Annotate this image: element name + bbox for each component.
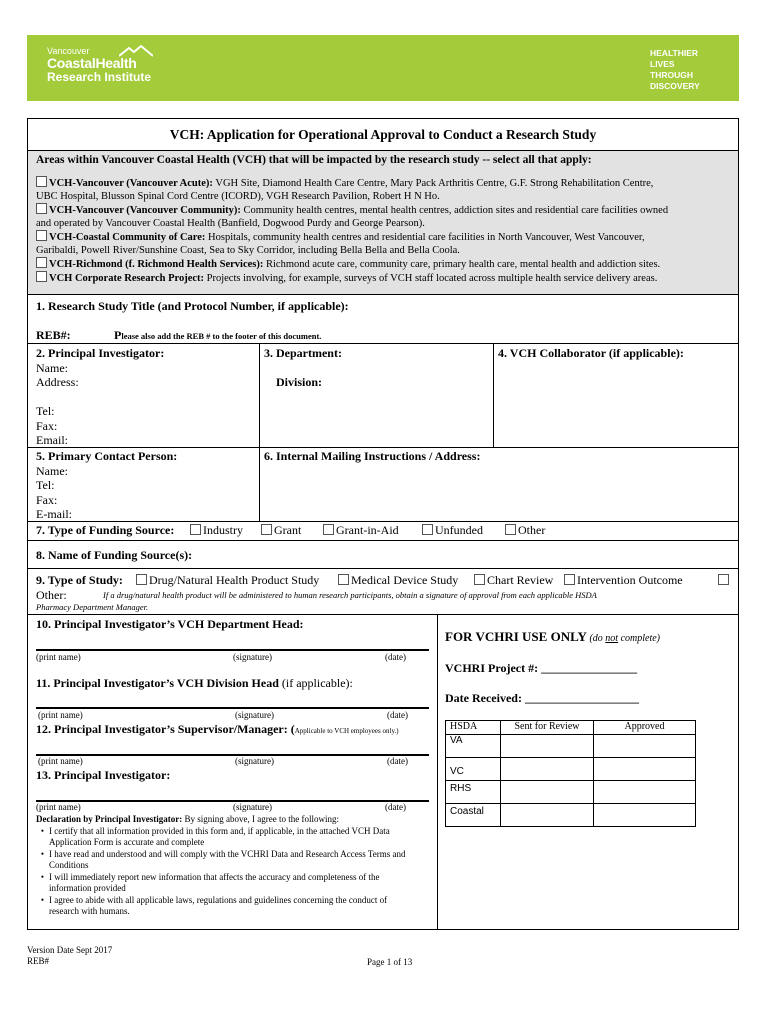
q10-department-head: 10. Principal Investigator’s VCH Department Head: bbox=[36, 617, 304, 631]
checkbox[interactable] bbox=[36, 203, 47, 214]
area-option-vancouver-community[interactable] bbox=[36, 203, 726, 230]
area-text: Richmond acute care, community care, primary health care, mental health and addiction sites. bbox=[263, 259, 661, 270]
area-label: VCH-Vancouver (Vancouver Community): bbox=[49, 205, 241, 216]
field-tel: Tel: bbox=[36, 478, 55, 492]
cell-approved[interactable] bbox=[594, 735, 696, 758]
q12-note: Applicable to VCH employees only.) bbox=[294, 727, 399, 735]
footer-reb: REB# bbox=[27, 956, 50, 966]
q11-suffix: (if applicable): bbox=[278, 676, 353, 690]
funding-option-other[interactable] bbox=[505, 523, 545, 538]
declaration-item-text: I certify that all information provided in this form and, if applicable, in the attached VCH Data Application Form is accurate and complete bbox=[49, 825, 390, 847]
checkbox[interactable] bbox=[261, 524, 272, 535]
office-use-title bbox=[445, 629, 660, 645]
reb-label: REB#: bbox=[36, 328, 71, 342]
checkbox[interactable] bbox=[36, 176, 47, 187]
declaration-item-text: I will immediately report new information that affects the accuracy and completeness of the information provided bbox=[49, 871, 380, 893]
row-hsda: RHS bbox=[446, 781, 501, 804]
signature-label: (signature) bbox=[235, 756, 274, 766]
header-hsda: HSDA bbox=[446, 721, 501, 735]
date-received: Date Received: ___________________ bbox=[445, 691, 639, 705]
area-text: Hospitals, community health centres and residential care facilities in North Vancouver, West Vancouver, bbox=[205, 232, 645, 243]
reb-note-text: lease also add the REB # to the footer of this document. bbox=[121, 331, 322, 341]
checkbox[interactable] bbox=[136, 574, 147, 585]
reb-note-initial: P bbox=[114, 328, 122, 342]
field-name: Name: bbox=[36, 463, 68, 478]
funding-option-industry[interactable] bbox=[190, 523, 243, 538]
area-label: VCH-Coastal Community of Care: bbox=[49, 232, 206, 243]
q8-funding-name: 8. Name of Funding Source(s): bbox=[36, 548, 193, 562]
q11-title: 11. Principal Investigator’s VCH Division Head bbox=[36, 676, 279, 690]
field-tel: Tel: bbox=[36, 404, 55, 418]
area-text: Community health centres, mental health centres, addiction sites and residential care facilities owned bbox=[240, 205, 669, 216]
row-hsda: VA bbox=[446, 735, 501, 758]
mountain-logo-icon bbox=[119, 45, 153, 57]
study-drug-note-cont: Pharmacy Department Manager. bbox=[36, 602, 149, 612]
signature-label: (signature) bbox=[233, 652, 272, 662]
field-address: Address: bbox=[36, 375, 79, 389]
option-label: Other bbox=[518, 523, 546, 537]
area-text-cont: and operated by Vancouver Coastal Health (Banfield, Dogwood Purdy and George Pearson). bbox=[36, 218, 425, 229]
declaration-item-text: I have read and understood and will comply with the VCHRI Data and Research Access Terms and Conditions bbox=[49, 848, 406, 870]
cell-sent[interactable] bbox=[501, 781, 594, 804]
print-name-label: (print name) bbox=[38, 710, 83, 720]
checkbox[interactable] bbox=[338, 574, 349, 585]
cell-sent[interactable] bbox=[501, 758, 594, 781]
declaration-item: • I have read and understood and will comply with the VCHRI Data and Research Access Terms and Conditions bbox=[36, 849, 431, 872]
q11-division-head bbox=[36, 676, 353, 691]
cell-sent[interactable] bbox=[501, 735, 594, 758]
funding-option-grant[interactable] bbox=[261, 523, 301, 538]
row-hsda: Coastal bbox=[446, 804, 501, 827]
table-row bbox=[446, 804, 696, 827]
area-text: VGH Site, Diamond Health Care Centre, Mary Pack Arthritis Centre, G.F. Strong Rehabilitation Centre, bbox=[212, 178, 654, 189]
date-label: (date) bbox=[385, 802, 406, 812]
q9-type-of-study bbox=[36, 573, 123, 588]
declaration-item-text: I agree to abide with all applicable laws, regulations and guidelines concerning the conduct of research with humans. bbox=[49, 894, 388, 916]
funding-option-unfunded[interactable] bbox=[422, 523, 483, 538]
office-title-note-c: complete) bbox=[618, 633, 661, 644]
cell-approved[interactable] bbox=[594, 758, 696, 781]
q3-department: 3. Department: bbox=[264, 346, 342, 360]
table-header-row bbox=[446, 721, 696, 735]
q7-title: 7. Type of Funding Source: bbox=[36, 523, 175, 537]
tagline-line: DISCOVERY bbox=[650, 81, 700, 91]
print-name-label: (print name) bbox=[36, 802, 81, 812]
table-row bbox=[446, 758, 696, 781]
declaration-text: By signing above, I agree to the following: bbox=[182, 814, 339, 824]
table-row bbox=[446, 781, 696, 804]
checkbox[interactable] bbox=[564, 574, 575, 585]
declaration bbox=[36, 814, 431, 918]
study-option-chart-review[interactable] bbox=[474, 573, 553, 588]
area-text-cont: Garibaldi, Powell River/Sunshine Coast, Sea to Sky Corridor, including Bella Bella and Bella Coola. bbox=[36, 245, 460, 256]
study-option-extra-checkbox[interactable] bbox=[718, 574, 729, 585]
field-fax: Fax: bbox=[36, 418, 58, 433]
field-name: Name: bbox=[36, 360, 68, 375]
field-fax: Fax: bbox=[36, 492, 58, 507]
q2-title: 2. Principal Investigator: bbox=[36, 346, 165, 360]
checkbox[interactable] bbox=[422, 524, 433, 535]
area-option-corporate[interactable] bbox=[36, 271, 726, 285]
tagline-line: LIVES bbox=[650, 59, 675, 69]
declaration-item: • I agree to abide with all applicable laws, regulations and guidelines concerning the conduct of research with humans. bbox=[36, 895, 431, 918]
checkbox[interactable] bbox=[36, 230, 47, 241]
option-label: Intervention Outcome bbox=[577, 573, 683, 587]
office-title-note-b: not bbox=[605, 633, 619, 644]
option-label: Chart Review bbox=[487, 573, 554, 587]
areas-heading: Areas within Vancouver Coastal Health (VCH) that will be impacted by the research study -- select all that apply: bbox=[36, 154, 592, 166]
cell-approved[interactable] bbox=[594, 804, 696, 827]
tagline-line: HEALTHIER bbox=[650, 48, 699, 58]
signature-label: (signature) bbox=[233, 802, 272, 812]
page-number: Page 1 of 13 bbox=[367, 957, 413, 967]
reb-note bbox=[114, 328, 321, 343]
q5-primary-contact bbox=[36, 449, 177, 522]
tagline bbox=[650, 48, 700, 92]
study-drug-note: If a drug/natural health product will be administered to human research participants, obtain a signature of approval from each applicable HSDA bbox=[103, 590, 597, 600]
checkbox[interactable] bbox=[190, 524, 201, 535]
version-date: Version Date Sept 2017 bbox=[27, 945, 113, 955]
q9-title: 9. Type of Study: bbox=[36, 573, 123, 587]
checkbox[interactable] bbox=[505, 524, 516, 535]
date-label: (date) bbox=[385, 652, 406, 662]
office-title-note-a: (do bbox=[586, 633, 606, 644]
area-option-vancouver-acute[interactable] bbox=[36, 176, 726, 203]
checkbox[interactable] bbox=[323, 524, 334, 535]
option-label: Grant bbox=[274, 523, 302, 537]
checkbox[interactable] bbox=[36, 257, 47, 268]
study-option-device[interactable] bbox=[338, 573, 458, 588]
area-text-cont: UBC Hospital, Blusson Spinal Cord Centre (ICORD), VGH Research Pavilion, Robert H N Ho. bbox=[36, 191, 440, 202]
table-row bbox=[446, 735, 696, 758]
study-option-intervention[interactable] bbox=[564, 573, 683, 588]
area-text: Projects involving, for example, surveys of VCH staff located across multiple health service delivery areas. bbox=[204, 273, 658, 284]
print-name-label: (print name) bbox=[36, 652, 81, 662]
area-option-richmond[interactable] bbox=[36, 257, 726, 271]
option-label: Industry bbox=[203, 523, 243, 537]
option-label: Unfunded bbox=[435, 523, 483, 537]
row-hsda: VC bbox=[446, 758, 501, 781]
q13-principal-investigator: 13. Principal Investigator: bbox=[36, 768, 171, 782]
option-label: Grant-in-Aid bbox=[336, 523, 399, 537]
declaration-item: • I certify that all information provided in this form and, if applicable, in the attached VCH Data Application Form is accurate and complete bbox=[36, 826, 431, 849]
logo-line-3: Research Institute bbox=[47, 70, 152, 84]
area-label: VCH Corporate Research Project: bbox=[49, 273, 205, 284]
study-other-label: Other: bbox=[36, 588, 67, 602]
q4-vch-collaborator: 4. VCH Collaborator (if applicable): bbox=[498, 346, 684, 360]
application-form bbox=[27, 118, 739, 930]
checkbox[interactable] bbox=[36, 271, 47, 282]
field-email: Email: bbox=[36, 433, 68, 447]
date-label: (date) bbox=[387, 756, 408, 766]
declaration-label: Declaration by Principal Investigator: bbox=[36, 814, 183, 824]
review-table bbox=[445, 720, 696, 827]
declaration-item: • I will immediately report new information that affects the accuracy and completeness of the information provided bbox=[36, 872, 431, 895]
q3-division: Division: bbox=[276, 375, 323, 389]
option-label: Drug/Natural Health Product Study bbox=[149, 573, 320, 587]
area-label: VCH-Richmond (f. Richmond Health Services): bbox=[49, 259, 264, 270]
print-name-label: (print name) bbox=[38, 756, 83, 766]
q1-study-title: 1. Research Study Title (and Protocol Number, if applicable): bbox=[36, 299, 349, 313]
area-label: VCH-Vancouver (Vancouver Acute): bbox=[49, 178, 213, 189]
logo-line-2: CoastalHealth bbox=[47, 55, 137, 71]
q7-funding-source bbox=[36, 523, 174, 538]
option-label: Medical Device Study bbox=[351, 573, 459, 587]
header-banner bbox=[27, 35, 739, 101]
area-option-coastal[interactable] bbox=[36, 230, 726, 257]
cell-sent[interactable] bbox=[501, 804, 594, 827]
office-title-text: FOR VCHRI USE ONLY bbox=[445, 629, 587, 644]
header-approved: Approved bbox=[594, 721, 696, 735]
tagline-line: THROUGH bbox=[650, 70, 693, 80]
q2-principal-investigator bbox=[36, 346, 164, 448]
q5-title: 5. Primary Contact Person: bbox=[36, 449, 178, 463]
q12-supervisor bbox=[36, 722, 399, 739]
areas-section bbox=[28, 151, 738, 294]
study-option-drug[interactable] bbox=[136, 573, 319, 588]
vchri-project-number: VCHRI Project #: ________________ bbox=[445, 661, 638, 675]
field-email: E-mail: bbox=[36, 507, 72, 521]
q12-title: 12. Principal Investigator’s Supervisor/Manager: ( bbox=[36, 722, 295, 736]
q6-mailing-instructions: 6. Internal Mailing Instructions / Address: bbox=[264, 449, 481, 463]
form-title: VCH: Application for Operational Approval to Conduct a Research Study bbox=[169, 127, 597, 142]
signature-label: (signature) bbox=[235, 710, 274, 720]
logo-line-1: Vancouver bbox=[47, 46, 90, 56]
declaration-list bbox=[36, 826, 431, 918]
header-sent: Sent for Review bbox=[501, 721, 594, 735]
date-label: (date) bbox=[387, 710, 408, 720]
footer-left bbox=[27, 945, 112, 967]
funding-option-grant-in-aid[interactable] bbox=[323, 523, 399, 538]
checkbox[interactable] bbox=[474, 574, 485, 585]
cell-approved[interactable] bbox=[594, 781, 696, 804]
